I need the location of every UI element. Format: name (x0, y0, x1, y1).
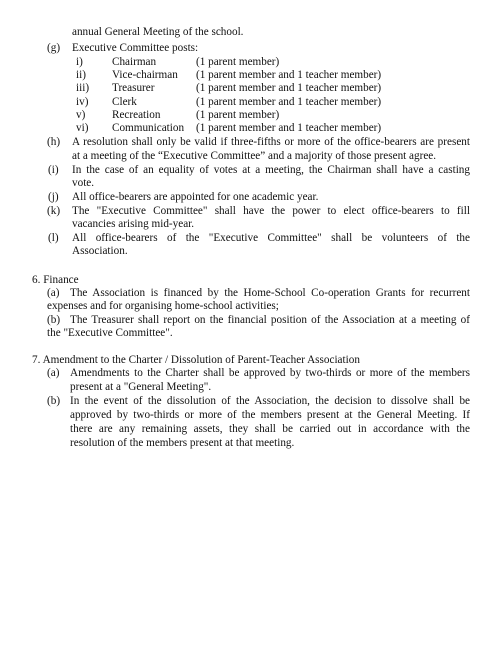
post-members: (1 parent member and 1 teacher member) (196, 69, 382, 81)
post-number: v) (76, 109, 86, 121)
amendment-b-label: (b) (47, 395, 61, 407)
finance-b-label: (b) (47, 314, 61, 326)
post-number: vi) (76, 122, 89, 134)
item-l-line: All office-bearers of the "Executive Committee" shall be volunteers of the (72, 232, 470, 244)
post-members: (1 parent member) (196, 109, 280, 121)
item-k-label: (k) (47, 205, 61, 217)
continuation-line: annual General Meeting of the school. (72, 26, 244, 38)
post-members: (1 parent member) (196, 56, 280, 68)
item-i-line: vote. (72, 177, 95, 189)
post-title: Recreation (112, 109, 161, 121)
post-number: i) (76, 56, 83, 68)
amendment-b-line: In the event of the dissolution of the Association, the decision to dissolve shall be (70, 395, 470, 407)
item-k-line: vacancies arising mid-year. (72, 218, 195, 230)
post-title: Chairman (112, 56, 157, 68)
post-row (0, 56, 500, 69)
post-number: iii) (76, 82, 90, 94)
post-row (0, 122, 500, 135)
post-title: Clerk (112, 96, 137, 108)
finance-b-line: The Treasurer shall report on the financial position of the Association at a meeting of (70, 314, 470, 326)
item-l-line: Association. (72, 245, 128, 257)
post-row (0, 96, 500, 109)
amendment-a-line: Amendments to the Charter shall be approved by two-thirds or more of the members (70, 367, 470, 379)
section-heading-amendment: 7. Amendment to the Charter / Dissolution of Parent-Teacher Association (32, 354, 360, 366)
item-j-line: All office-bearers are appointed for one academic year. (72, 191, 319, 203)
post-row (0, 109, 500, 122)
post-title: Vice-chairman (112, 69, 178, 81)
amendment-b-line: there are any remaining assets, they shall be carried out in accordance with the (70, 423, 470, 435)
amendment-b-line: approved by two-thirds or more of the members present at the General Meeting. If (70, 409, 470, 421)
post-members: (1 parent member and 1 teacher member) (196, 82, 382, 94)
item-g-text: Executive Committee posts: (72, 42, 199, 54)
post-title: Communication (112, 122, 185, 134)
section-heading-finance: 6. Finance (32, 274, 79, 286)
finance-a-label: (a) (47, 287, 60, 299)
item-h-label: (h) (47, 136, 61, 148)
finance-a-line: The Association is financed by the Home-School Co-operation Grants for recurrent (70, 287, 470, 299)
post-row (0, 82, 500, 95)
amendment-b-line: resolution of the members present at that meeting. (70, 437, 295, 449)
item-h-line: at a meeting of the “Executive Committee” and a majority of those present agree. (72, 150, 437, 162)
finance-a-line: expenses and for organising home-school activities; (47, 300, 279, 312)
post-members: (1 parent member and 1 teacher member) (196, 122, 382, 134)
amendment-a-label: (a) (47, 367, 60, 379)
item-h-line: A resolution shall only be valid if three-fifths or more of the office-bearers are present (72, 136, 470, 148)
item-j-label: (j) (48, 191, 59, 203)
post-number: iv) (76, 96, 89, 108)
item-g-label: (g) (47, 42, 61, 54)
post-title: Treasurer (112, 82, 155, 94)
amendment-a-line: present at a "General Meeting". (70, 381, 212, 393)
item-i-label: (i) (48, 164, 59, 176)
item-k-line: The "Executive Committee" shall have the power to elect office-bearers to fill (72, 205, 470, 217)
finance-b-line: the "Executive Committee". (47, 327, 173, 339)
item-l-label: (l) (48, 232, 59, 244)
item-i-line: In the case of an equality of votes at a meeting, the Chairman shall have a casting (72, 164, 470, 176)
post-number: ii) (76, 69, 86, 81)
post-row (0, 69, 500, 82)
post-members: (1 parent member and 1 teacher member) (196, 96, 382, 108)
